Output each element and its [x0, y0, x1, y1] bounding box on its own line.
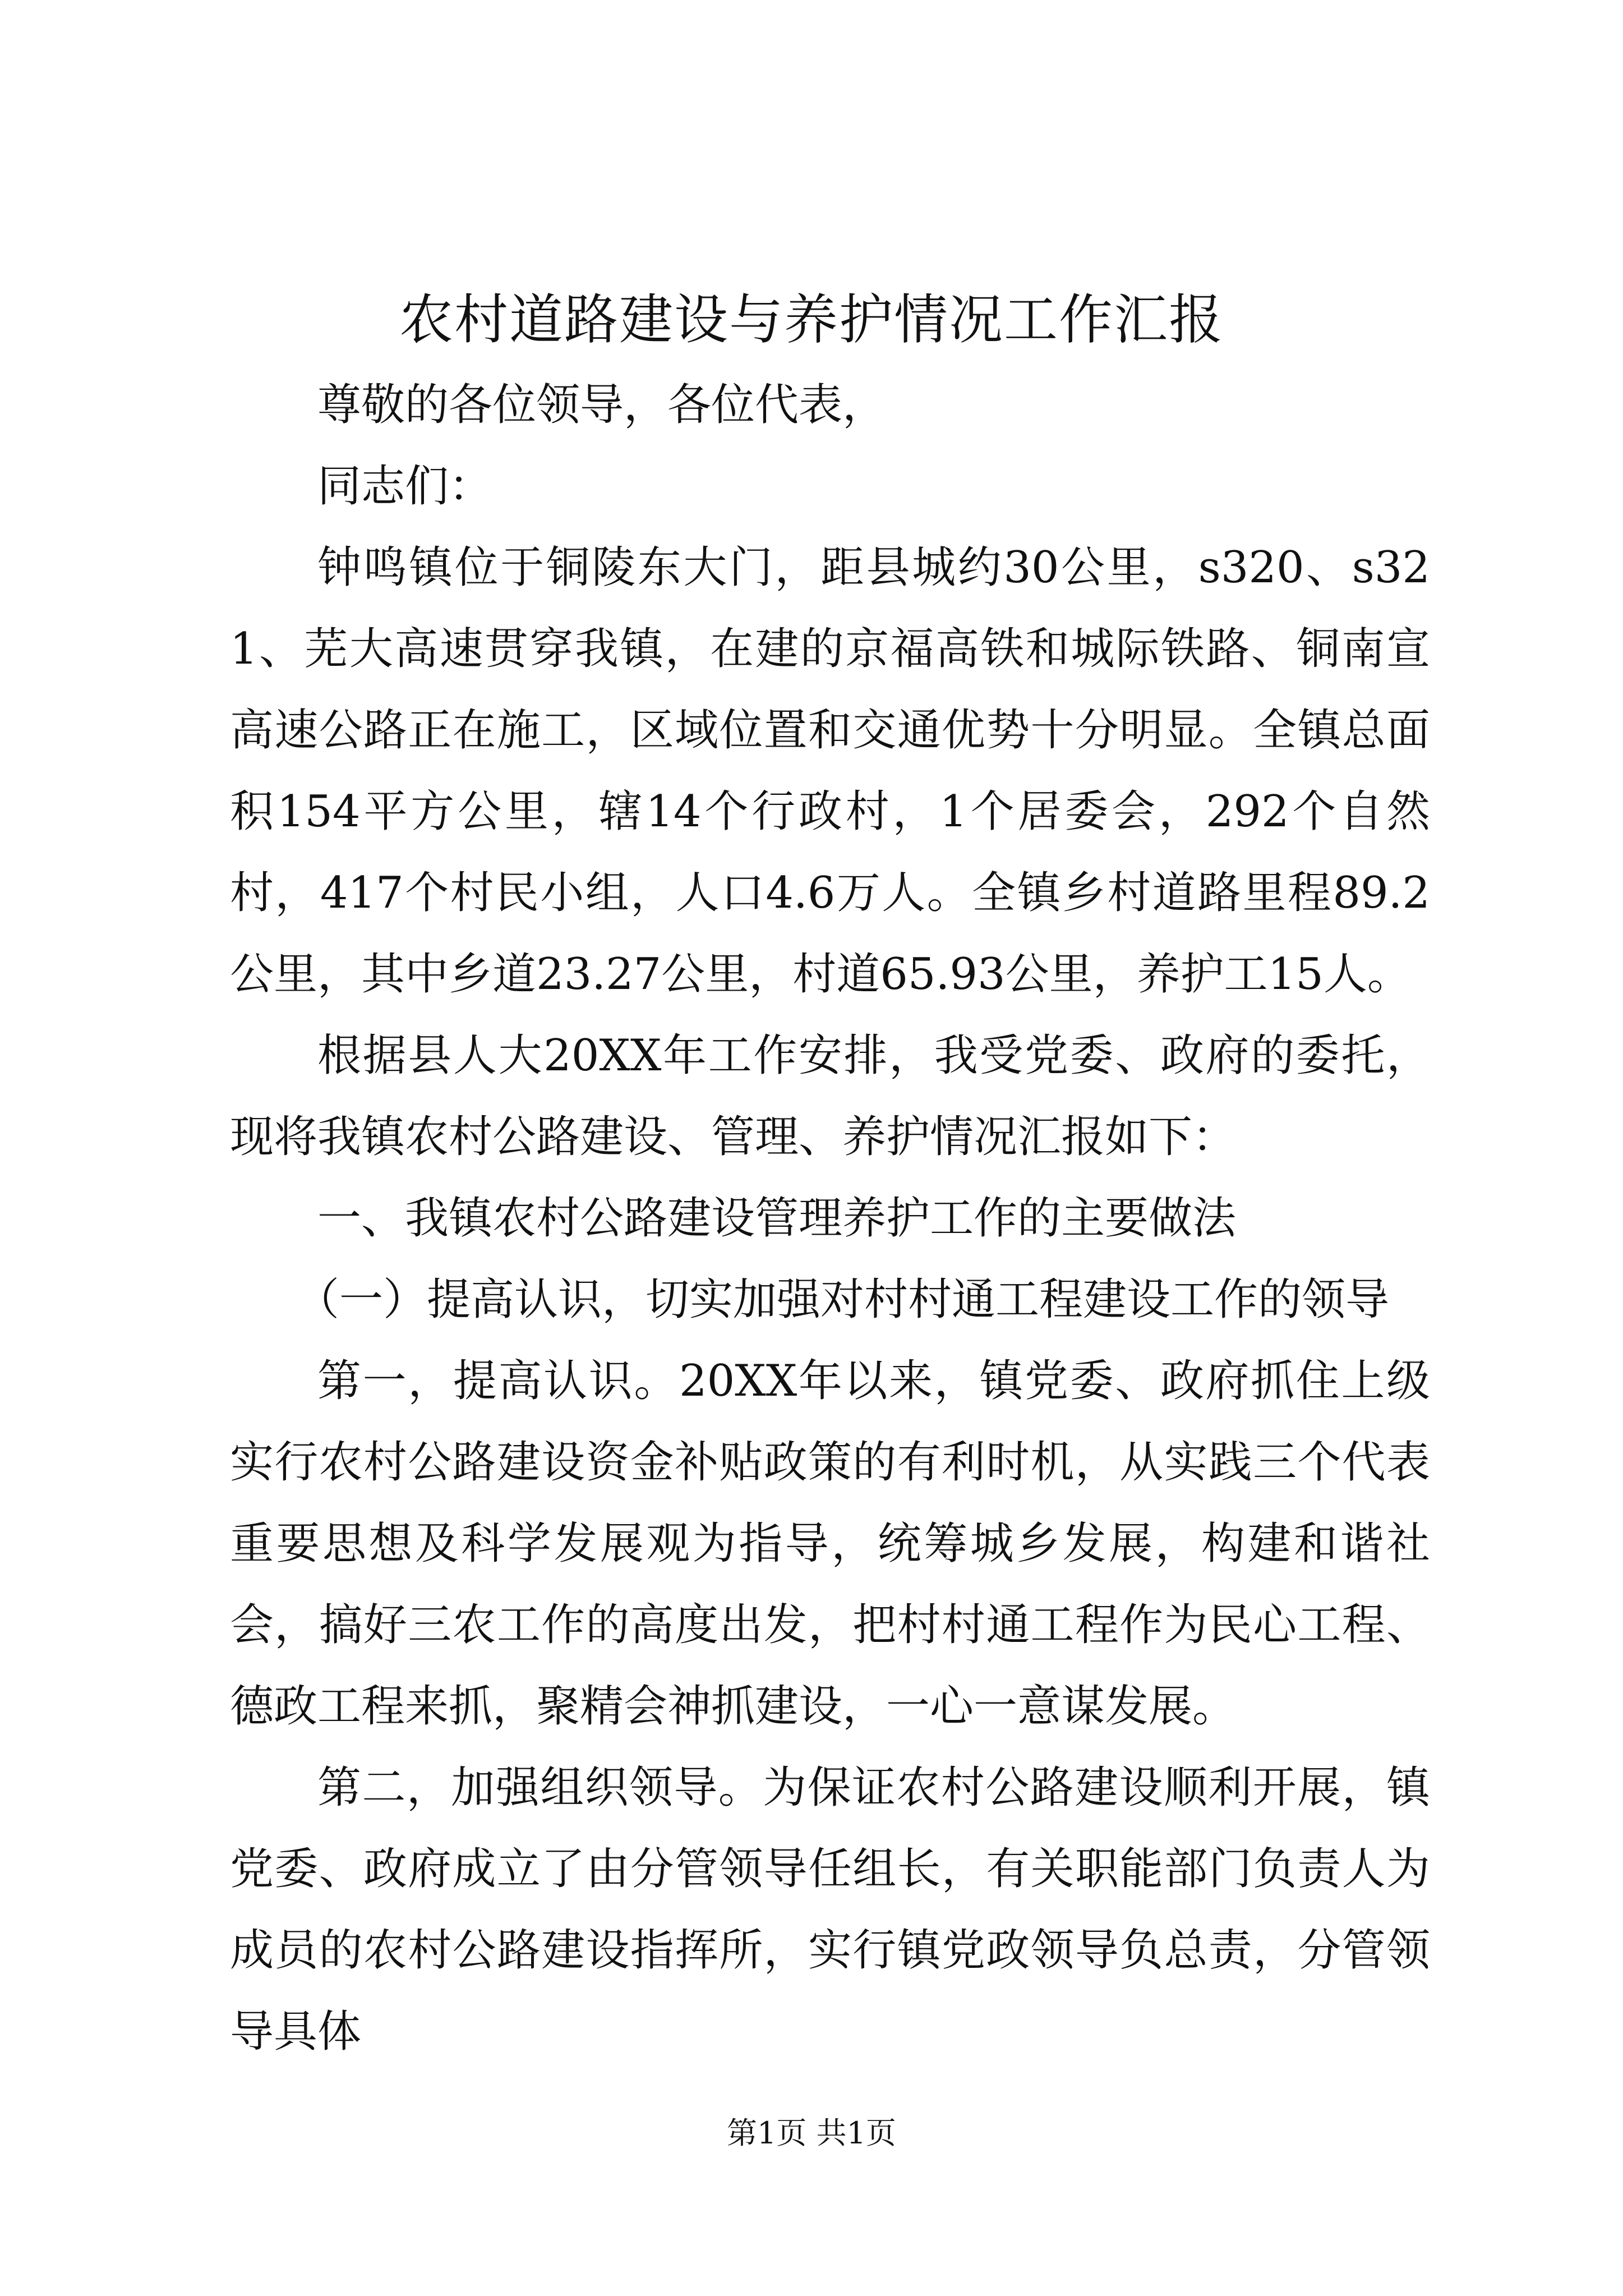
- salutation-line: 尊敬的各位领导，各位代表，: [317, 380, 887, 430]
- paragraph-town-overview: 钟鸣镇位于铜陵东大门，距县城约30公里，s320、s321、芜大高速贯穿我镇，在建的京福高铁和城际铁路、铜南宣高速公路正在施工，区域位置和交通优势十分明显。全镇总面积154平方公里，辖14个行政村，1个居委会，292个自然村，417个村民小组，人口4.6万人。全镇乡村道路里程89.2公里，其中乡道23.27公里，村道65.93公里，养护工15人。: [230, 542, 1430, 1000]
- salutation-line-comrades: 同志们：: [317, 461, 493, 512]
- document-title: 农村道路建设与养护情况工作汇报: [399, 288, 1224, 351]
- subsection-heading-1: （一）提高认识，切实加强对村村通工程建设工作的领导: [296, 1274, 1390, 1325]
- page-footer: 第1页 共1页: [727, 2115, 896, 2151]
- section-heading-1: 一、我镇农村公路建设管理养护工作的主要做法: [317, 1193, 1237, 1244]
- paragraph-second-point: 第二，加强组织领导。为保证农村公路建设顺利开展，镇党委、政府成立了由分管领导任组长，有关职能部门负责人为成员的农村公路建设指挥所，实行镇党政领导负总责，分管领导具体: [230, 1763, 1430, 2057]
- document-body: [230, 365, 1430, 2073]
- paragraph-first-point: 第一，提高认识。20XX年以来，镇党委、政府抓住上级实行农村公路建设资金补贴政策的有利时机，从实践三个代表重要思想及科学发展观为指导，统筹城乡发展，构建和谐社会，搞好三农工作的高度出发，把村村通工程作为民心工程、德政工程来抓，聚精会神抓建设，一心一意谋发展。: [230, 1356, 1430, 1732]
- paragraph-report-intro: 根据县人大20XX年工作安排，我受党委、政府的委托，现将我镇农村公路建设、管理、养护情况汇报如下：: [230, 1030, 1430, 1162]
